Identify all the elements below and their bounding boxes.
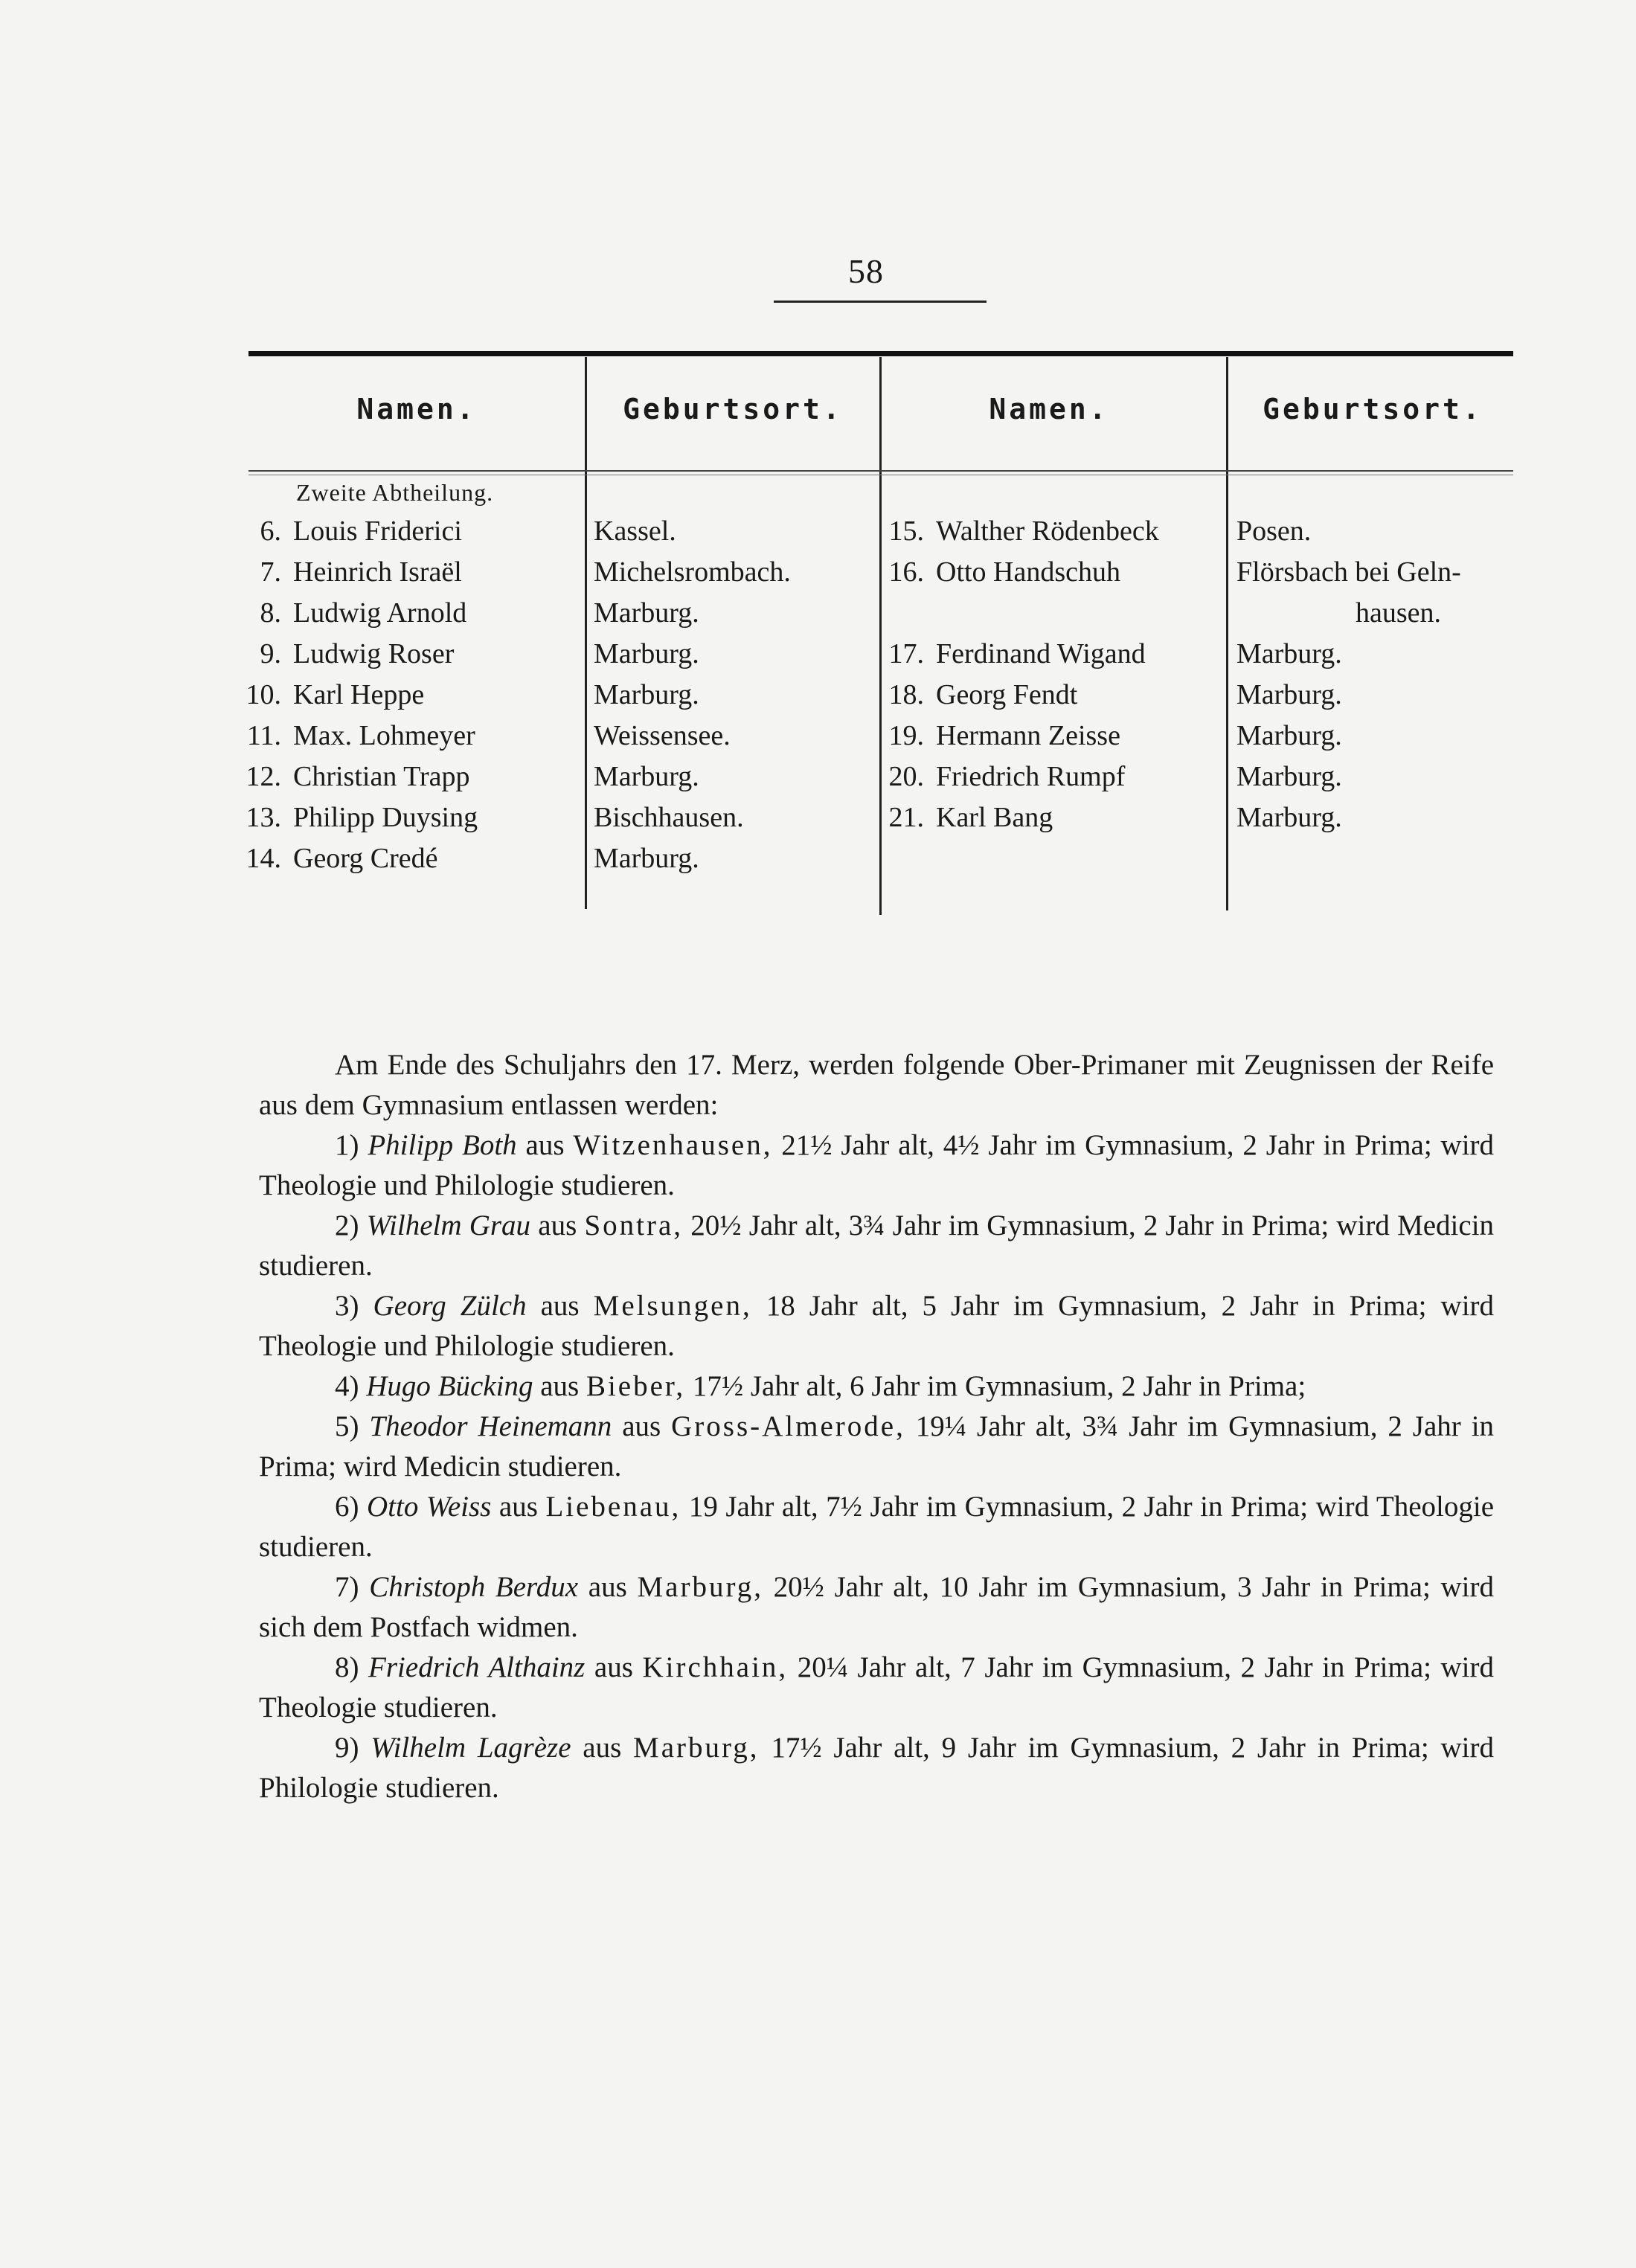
graduate-entry	[259, 1206, 1494, 1286]
graduate-name: Wilhelm Grau	[366, 1210, 531, 1241]
graduate-aus: aus	[525, 1129, 565, 1161]
graduate-name: Wilhelm Lagrèze	[370, 1732, 571, 1764]
row-name: Ludwig Roser	[293, 638, 455, 669]
graduate-entry	[259, 1286, 1494, 1366]
row-place: Flörsbach bei Geln-	[1236, 556, 1461, 588]
row-place: Marburg.	[1236, 638, 1342, 669]
graduate-index: 1)	[335, 1129, 359, 1161]
row-place: Marburg.	[1236, 761, 1342, 792]
row-name: Walther Rödenbeck	[936, 515, 1159, 547]
table-row	[875, 515, 1159, 547]
row-place: Marburg.	[594, 597, 699, 629]
graduate-birthplace: Melsungen,	[593, 1290, 752, 1322]
row-number: 10.	[246, 679, 281, 710]
section-subheading: Zweite Abtheilung.	[296, 479, 494, 506]
row-place-continued: hausen.	[1356, 597, 1442, 629]
table-row	[232, 842, 438, 875]
graduate-birthplace: Bieber,	[586, 1370, 686, 1402]
column-divider	[1226, 357, 1228, 910]
graduate-birthplace: Sontra,	[584, 1210, 684, 1241]
graduate-entry	[259, 1125, 1494, 1206]
graduate-entry	[259, 1366, 1494, 1407]
row-place: Kassel.	[594, 515, 676, 547]
graduate-aus: aus	[588, 1571, 627, 1603]
row-name: Georg Credé	[293, 843, 438, 874]
table-row	[232, 515, 462, 547]
table-row	[232, 678, 424, 711]
graduate-name: Christoph Berdux	[369, 1571, 579, 1603]
row-name: Louis Friderici	[293, 515, 462, 547]
graduate-details: 19¼ Jahr alt, 3¾ Jahr im Gymnasium, 2 Jahr in Prima; wird Medicin studieren.	[259, 1410, 1495, 1482]
row-name: Philipp Duysing	[293, 802, 478, 833]
graduate-index: 8)	[335, 1651, 359, 1683]
graduate-birthplace: Liebenau,	[545, 1491, 681, 1523]
graduate-details: 17½ Jahr alt, 6 Jahr im Gymnasium, 2 Jahr in Prima;	[692, 1370, 1306, 1402]
graduate-aus: aus	[540, 1370, 580, 1402]
graduate-birthplace: Marburg,	[633, 1732, 760, 1764]
graduate-name: Theodor Heinemann	[369, 1410, 612, 1442]
graduate-details: 18 Jahr alt, 5 Jahr im Gymnasium, 2 Jahr in Prima; wird Theologie und Philologie studieren.	[259, 1290, 1495, 1362]
row-place: Marburg.	[594, 638, 699, 669]
graduate-entry	[259, 1728, 1494, 1808]
row-place: Marburg.	[1236, 720, 1342, 751]
graduate-index: 9)	[335, 1732, 359, 1764]
row-number: 8.	[260, 597, 281, 629]
graduate-index: 4)	[335, 1370, 359, 1402]
graduates-section	[259, 1045, 1494, 1808]
graduate-aus: aus	[540, 1290, 580, 1322]
table-row	[875, 760, 1125, 793]
row-place: Marburg.	[1236, 679, 1342, 710]
graduates-list	[259, 1125, 1494, 1808]
graduate-birthplace: Gross-Almerode,	[671, 1410, 905, 1442]
graduate-entry	[259, 1487, 1494, 1567]
row-place: Weissensee.	[594, 720, 731, 751]
graduate-name: Georg Zülch	[373, 1290, 527, 1322]
row-number: 16.	[888, 556, 924, 588]
row-name: Hermann Zeisse	[936, 720, 1120, 751]
row-number: 18.	[888, 679, 924, 710]
column-divider	[585, 357, 587, 909]
row-number: 17.	[888, 638, 924, 669]
row-place: Marburg.	[594, 679, 699, 710]
graduate-details: 19 Jahr alt, 7½ Jahr im Gymnasium, 2 Jahr in Prima; wird Theologie studieren.	[259, 1491, 1495, 1563]
intro-paragraph: Am Ende des Schuljahrs den 17. Merz, werden folgende Ober-Primaner mit Zeugnissen der Reife aus dem Gymnasium entlassen werden:	[259, 1049, 1494, 1121]
graduate-details: 17½ Jahr alt, 9 Jahr im Gymnasium, 2 Jahr in Prima; wird Philologie studieren.	[259, 1732, 1495, 1804]
graduate-name: Hugo Bücking	[366, 1370, 533, 1402]
graduate-birthplace: Marburg,	[637, 1571, 763, 1603]
table-row	[875, 637, 1146, 670]
graduate-details: 20½ Jahr alt, 10 Jahr im Gymnasium, 3 Jahr in Prima; wird sich dem Postfach widmen.	[259, 1571, 1495, 1643]
row-name: Karl Bang	[936, 802, 1053, 833]
row-name: Georg Fendt	[936, 679, 1078, 710]
table-row	[232, 637, 454, 670]
row-name: Max. Lohmeyer	[293, 720, 475, 751]
row-number: 12.	[246, 761, 281, 792]
table-row	[875, 556, 1120, 588]
row-name: Ludwig Arnold	[293, 597, 467, 629]
graduate-details: 20½ Jahr alt, 3¾ Jahr im Gymnasium, 2 Jahr in Prima; wird Medicin studieren.	[259, 1210, 1495, 1282]
table-top-rule	[248, 351, 1513, 356]
row-number: 15.	[888, 515, 924, 547]
row-number: 9.	[260, 638, 281, 669]
graduate-index: 5)	[335, 1410, 359, 1442]
table-row	[232, 760, 470, 793]
page-number: 58	[848, 252, 884, 290]
row-number: 21.	[888, 802, 924, 833]
row-number: 14.	[246, 843, 281, 874]
header-geburtsort-left: Geburtsort.	[623, 393, 843, 425]
graduate-index: 2)	[335, 1210, 359, 1241]
graduate-name: Otto Weiss	[367, 1491, 492, 1523]
row-place: Marburg.	[594, 761, 699, 792]
graduate-index: 7)	[335, 1571, 359, 1603]
table-row	[875, 719, 1120, 752]
row-number: 19.	[888, 720, 924, 751]
graduate-details: 21½ Jahr alt, 4½ Jahr im Gymnasium, 2 Jahr in Prima; wird Theologie und Philologie studieren.	[259, 1129, 1495, 1201]
row-number: 6.	[260, 515, 281, 547]
graduate-entry	[259, 1567, 1494, 1648]
header-rule	[248, 470, 1513, 472]
graduate-index: 6)	[335, 1491, 359, 1523]
graduate-aus: aus	[622, 1410, 661, 1442]
table-row	[232, 801, 478, 834]
graduate-birthplace: Witzenhausen,	[573, 1129, 773, 1161]
graduate-aus: aus	[594, 1651, 633, 1683]
page-number-rule	[774, 301, 987, 303]
header-namen-left: Namen.	[356, 393, 477, 425]
graduate-birthplace: Kirchhain,	[642, 1651, 789, 1683]
table-row	[232, 556, 462, 588]
row-place: Bischhausen.	[594, 802, 744, 833]
graduate-entry	[259, 1648, 1494, 1728]
row-name: Christian Trapp	[293, 761, 470, 792]
row-name: Friedrich Rumpf	[936, 761, 1126, 792]
row-name: Ferdinand Wigand	[936, 638, 1146, 669]
row-place: Michelsrombach.	[594, 556, 791, 588]
row-place: Marburg.	[594, 843, 699, 874]
row-name: Otto Handschuh	[936, 556, 1121, 588]
graduate-details: 20¼ Jahr alt, 7 Jahr im Gymnasium, 2 Jahr in Prima; wird Theologie studieren.	[259, 1651, 1495, 1724]
graduate-index: 3)	[335, 1290, 359, 1322]
row-number: 13.	[246, 802, 281, 833]
header-namen-right: Namen.	[989, 393, 1109, 425]
row-place: Marburg.	[1236, 802, 1342, 833]
graduate-name: Philipp Both	[368, 1129, 517, 1161]
row-number: 7.	[260, 556, 281, 588]
graduate-name: Friedrich Althainz	[368, 1651, 586, 1683]
graduate-entry	[259, 1407, 1494, 1487]
graduate-aus: aus	[498, 1491, 538, 1523]
table-row	[232, 597, 466, 629]
table-row	[875, 678, 1077, 711]
graduate-aus: aus	[583, 1732, 622, 1764]
header-geburtsort-right: Geburtsort.	[1263, 393, 1483, 425]
row-number: 20.	[888, 761, 924, 792]
row-place: Posen.	[1236, 515, 1312, 547]
row-name: Karl Heppe	[293, 679, 425, 710]
table-row	[875, 801, 1053, 834]
table-row	[232, 719, 475, 752]
graduate-aus: aus	[538, 1210, 577, 1241]
row-name: Heinrich Israël	[293, 556, 462, 588]
row-number: 11.	[246, 720, 281, 751]
